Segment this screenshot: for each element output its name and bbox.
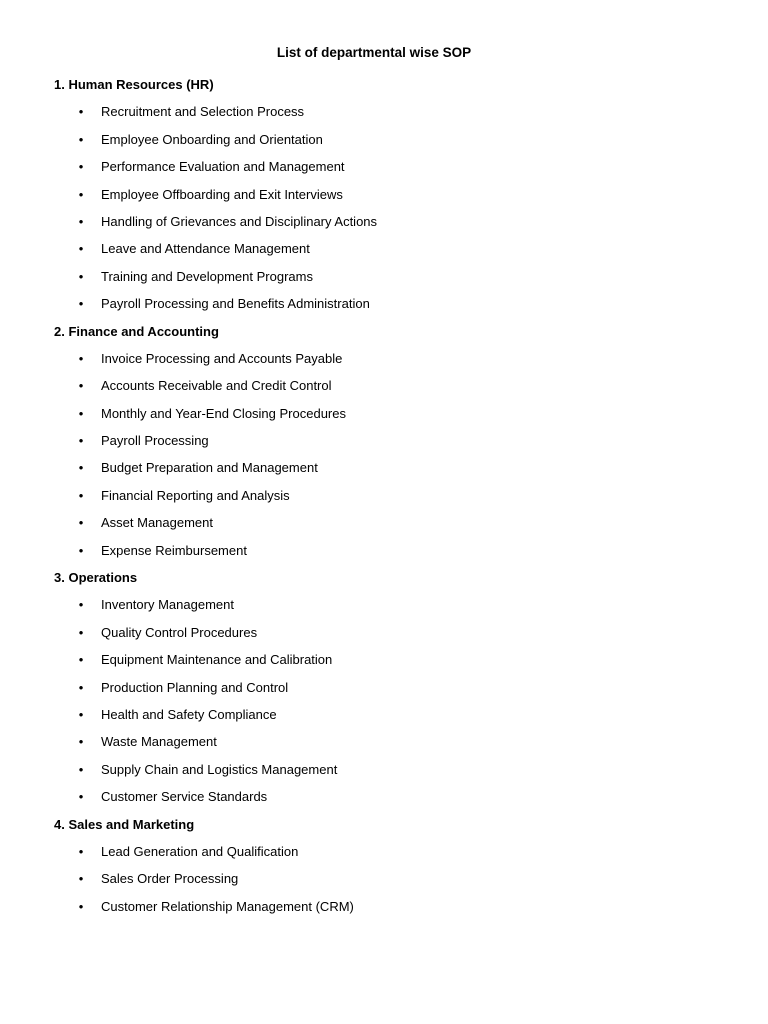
list-item <box>54 432 744 459</box>
list-item-label: Payroll Processing and Benefits Administration <box>101 296 370 312</box>
list-item-label: Production Planning and Control <box>101 679 289 695</box>
section-operations <box>54 569 744 816</box>
list-item-label: Recruitment and Selection Process <box>101 104 305 120</box>
bullet-icon: • <box>78 624 84 640</box>
list-item <box>54 295 744 322</box>
list-item <box>54 459 744 486</box>
bullet-icon: • <box>78 131 84 147</box>
list-item <box>54 596 744 623</box>
list-item <box>54 870 744 897</box>
list-item-label: Performance Evaluation and Management <box>101 159 345 175</box>
bullet-icon: • <box>78 679 84 695</box>
bullet-icon: • <box>78 597 84 613</box>
list-item <box>54 514 744 541</box>
bullet-icon: • <box>78 159 84 175</box>
list-item <box>54 651 744 678</box>
list-item <box>54 350 744 377</box>
list-item-label: Training and Development Programs <box>101 268 313 284</box>
bullet-icon: • <box>78 378 84 394</box>
bullet-icon: • <box>78 652 84 668</box>
bullet-icon: • <box>78 460 84 476</box>
list-item <box>54 788 744 815</box>
list-item-label: Customer Service Standards <box>101 789 268 805</box>
bullet-icon: • <box>78 515 84 531</box>
bullet-icon: • <box>78 350 84 366</box>
list-item <box>54 761 744 788</box>
section-heading: 4. Sales and Marketing <box>54 816 195 832</box>
bullet-icon: • <box>78 433 84 449</box>
list-item-label: Leave and Attendance Management <box>101 241 310 257</box>
list-item <box>54 240 744 267</box>
bullet-icon: • <box>78 487 84 503</box>
bullet-icon: • <box>78 241 84 257</box>
list-item-label: Accounts Receivable and Credit Control <box>101 378 332 394</box>
list-item <box>54 213 744 240</box>
bullet-icon: • <box>78 898 84 914</box>
list-item-label: Lead Generation and Qualification <box>101 843 299 859</box>
list-item <box>54 103 744 130</box>
list-item-label: Monthly and Year-End Closing Procedures <box>101 405 346 421</box>
list-item <box>54 898 744 925</box>
document-title: List of departmental wise SOP <box>276 45 472 60</box>
list-item-label: Sales Order Processing <box>101 871 239 887</box>
bullet-icon: • <box>78 405 84 421</box>
list-item <box>54 843 744 870</box>
list-item-label: Invoice Processing and Accounts Payable <box>101 350 343 366</box>
section-heading: 3. Operations <box>54 570 138 586</box>
list-item-label: Health and Safety Compliance <box>101 706 277 722</box>
bullet-icon: • <box>78 789 84 805</box>
list-item-label: Budget Preparation and Management <box>101 460 318 476</box>
list-item-label: Financial Reporting and Analysis <box>101 487 290 503</box>
list-item <box>54 542 744 569</box>
section-sales-and-marketing <box>54 816 744 926</box>
list-item-label: Quality Control Procedures <box>101 624 258 640</box>
sop-list <box>54 843 744 925</box>
list-item-label: Employee Onboarding and Orientation <box>101 131 323 147</box>
list-item <box>54 186 744 213</box>
bullet-icon: • <box>78 268 84 284</box>
bullet-icon: • <box>78 761 84 777</box>
list-item <box>54 706 744 733</box>
bullet-icon: • <box>78 186 84 202</box>
list-item-label: Equipment Maintenance and Calibration <box>101 652 333 668</box>
list-item-label: Handling of Grievances and Disciplinary Actions <box>101 213 378 229</box>
section-heading: 1. Human Resources (HR) <box>54 77 214 92</box>
bullet-icon: • <box>78 706 84 722</box>
bullet-icon: • <box>78 104 84 120</box>
bullet-icon: • <box>78 843 84 859</box>
sop-list <box>54 596 744 815</box>
section-human-resources <box>54 76 744 323</box>
list-item <box>54 624 744 651</box>
list-item-label: Payroll Processing <box>101 433 209 449</box>
list-item-label: Supply Chain and Logistics Management <box>101 761 338 777</box>
list-item <box>54 733 744 760</box>
bullet-icon: • <box>78 213 84 229</box>
sop-list <box>54 103 744 322</box>
list-item <box>54 679 744 706</box>
sop-list <box>54 350 744 569</box>
list-item-label: Waste Management <box>101 734 217 750</box>
list-item <box>54 131 744 158</box>
bullet-icon: • <box>78 871 84 887</box>
bullet-icon: • <box>78 296 84 312</box>
list-item-label: Employee Offboarding and Exit Interviews <box>101 186 343 202</box>
bullet-icon: • <box>78 734 84 750</box>
bullet-icon: • <box>78 542 84 558</box>
list-item <box>54 377 744 404</box>
list-item <box>54 158 744 185</box>
list-item-label: Expense Reimbursement <box>101 542 247 558</box>
list-item <box>54 405 744 432</box>
section-finance-and-accounting <box>54 323 744 570</box>
list-item-label: Asset Management <box>101 515 214 531</box>
list-item-label: Customer Relationship Management (CRM) <box>101 898 354 914</box>
section-heading: 2. Finance and Accounting <box>54 323 219 339</box>
document-body <box>54 76 744 925</box>
list-item-label: Inventory Management <box>101 597 234 613</box>
list-item <box>54 487 744 514</box>
list-item <box>54 268 744 295</box>
